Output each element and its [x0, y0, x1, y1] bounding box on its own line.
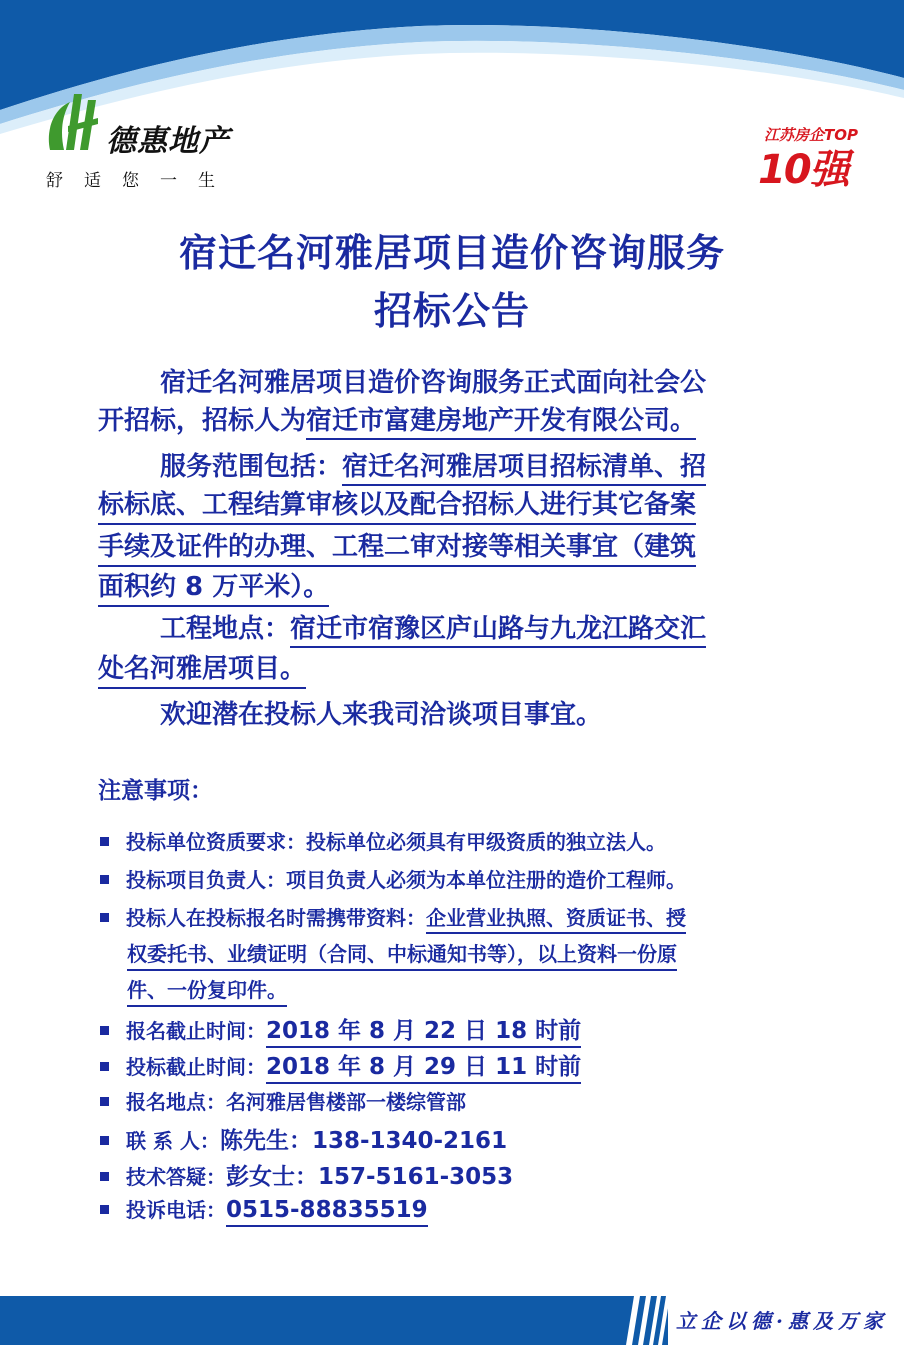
note-value: 名河雅居售楼部一楼综管部: [226, 1090, 466, 1114]
note-item-technical: [100, 1158, 513, 1191]
note-item-complaint: [100, 1194, 428, 1223]
square-bullet-icon: [100, 1172, 109, 1181]
scope-text-1: 宿迁名河雅居项目招标清单、招: [342, 452, 706, 486]
note-item-registration-deadline: [100, 1012, 581, 1045]
square-bullet-icon: [100, 1097, 109, 1106]
note-item-bid-deadline: [100, 1048, 581, 1081]
top10-badge: [758, 124, 868, 193]
square-bullet-icon: [100, 1136, 109, 1145]
note-item-contact: [100, 1122, 507, 1155]
note-value: 0515-88835519: [226, 1197, 428, 1227]
note-item-documents: [100, 902, 686, 931]
note-item-registration-location: [100, 1086, 466, 1115]
note-value: 2018 年 8 月 22 日 18 时前: [266, 1018, 581, 1048]
square-bullet-icon: [100, 1205, 109, 1214]
note-label: 报名截止时间：: [126, 1019, 266, 1043]
paragraph-1-line-2: [98, 400, 696, 437]
paragraph-2-line-1: [160, 446, 706, 483]
notes-title: 注意事项：: [98, 778, 213, 804]
note-value: 彭女士：157-5161-3053: [226, 1164, 514, 1190]
note-label: 技术答疑：: [126, 1165, 226, 1189]
page-title-line1: 宿迁名河雅居项目造价咨询服务: [178, 231, 725, 275]
tenderer-name: 宿迁市富建房地产开发有限公司。: [306, 406, 696, 440]
badge-top-text: 江苏房企TOP: [764, 126, 858, 144]
company-logo: [44, 92, 274, 192]
note-item-project-lead: [100, 864, 686, 893]
paragraph-2-line-4: 面积约 8 万平米）。: [98, 566, 329, 607]
logo-name: 德惠地产: [106, 124, 230, 159]
logo-mark-icon: [44, 92, 102, 154]
logo-slogan: 舒适您一生: [46, 171, 236, 191]
paragraph-1-line-1: 宿迁名河雅居项目造价咨询服务正式面向社会公: [160, 368, 707, 398]
paragraph-3-line-2: 处名河雅居项目。: [98, 648, 306, 689]
note-item-qualification: [100, 826, 666, 855]
note-text: 投标项目负责人：项目负责人必须为本单位注册的造价工程师。: [126, 868, 686, 892]
note-documents-line-3: 件、一份复印件。: [127, 974, 287, 1007]
note-text: 企业营业执照、资质证书、授: [426, 906, 686, 934]
paragraph-4: 欢迎潜在投标人来我司洽谈项目事宜。: [160, 700, 603, 730]
footer-slogan: 立企以德·惠及万家: [676, 1309, 888, 1333]
scope-label: 服务范围包括：: [160, 452, 343, 482]
note-label: 报名地点：: [126, 1090, 226, 1114]
page-title-line2: 招标公告: [373, 289, 530, 333]
note-text: 投标单位资质要求：投标单位必须具有甲级资质的独立法人。: [126, 830, 666, 854]
note-label: 投诉电话：: [126, 1198, 226, 1222]
note-label: 投标人在投标报名时需携带资料：: [126, 906, 426, 930]
location-text-1: 宿迁市宿豫区庐山路与九龙江路交汇: [290, 614, 706, 648]
square-bullet-icon: [100, 875, 109, 884]
note-value: 陈先生：138-1340-2161: [219, 1128, 508, 1154]
square-bullet-icon: [100, 1062, 109, 1071]
square-bullet-icon: [100, 837, 109, 846]
note-value: 2018 年 8 月 29 日 11 时前: [266, 1054, 581, 1084]
note-label: 联 系 人：: [126, 1129, 220, 1153]
note-documents-line-2: 权委托书、业绩证明（合同、中标通知书等），以上资料一份原: [127, 938, 677, 971]
paragraph-3-line-1: [160, 608, 706, 645]
badge-big-text: 10强: [758, 147, 848, 193]
paragraph-2-line-2: 标标底、工程结算审核以及配合招标人进行其它备案: [98, 484, 696, 525]
location-label: 工程地点：: [160, 614, 291, 644]
p1-lead: 开招标，招标人为: [98, 406, 307, 436]
note-label: 投标截止时间：: [126, 1055, 266, 1079]
square-bullet-icon: [100, 1026, 109, 1035]
paragraph-2-line-3: 手续及证件的办理、工程二审对接等相关事宜（建筑: [98, 526, 696, 567]
square-bullet-icon: [100, 913, 109, 922]
